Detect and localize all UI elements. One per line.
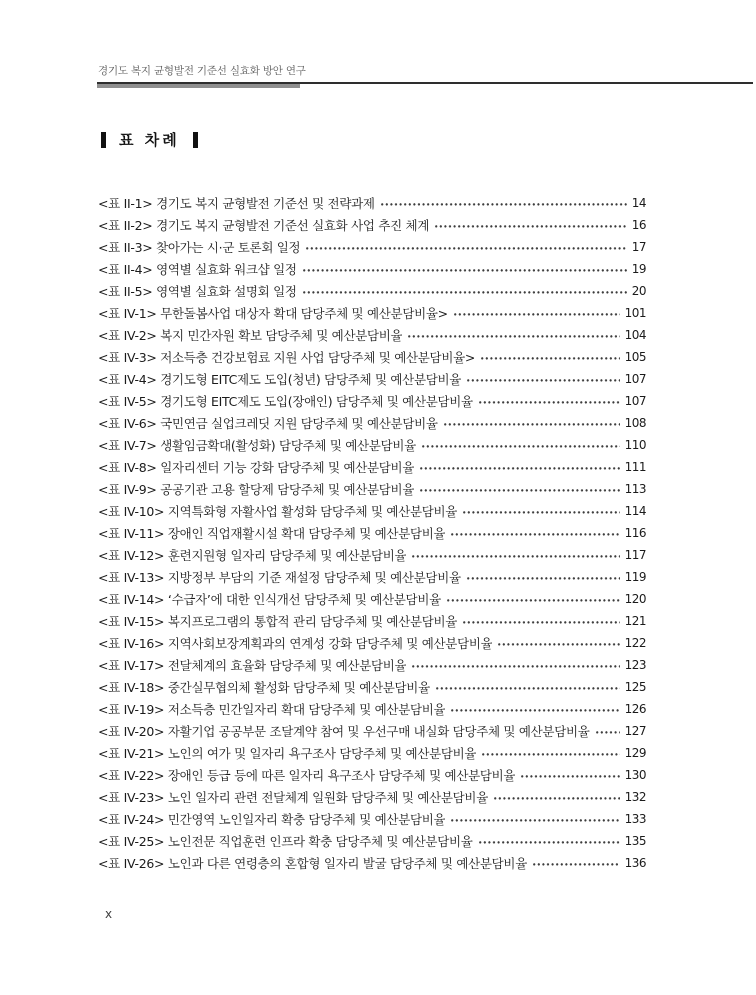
toc-list (98, 192, 646, 874)
toc-entry-label: <표 IV-12> 훈련지원형 일자리 담당주체 및 예산분담비율 (98, 548, 407, 563)
toc-entry (98, 280, 646, 302)
toc-entry (98, 566, 646, 588)
toc-entry (98, 412, 646, 434)
toc-entry-label: <표 II-1> 경기도 복지 균형발전 기준선 및 전략과제 (98, 196, 375, 211)
header-rule-accent (97, 84, 300, 88)
toc-entry (98, 764, 646, 786)
toc-entry-page: 127 (624, 724, 646, 738)
toc-entry-page: 114 (624, 504, 646, 518)
toc-entry-page: 110 (624, 438, 646, 452)
toc-entry-page: 132 (624, 790, 646, 804)
toc-entry-label: <표 IV-2> 복지 민간자원 확보 담당주체 및 예산분담비율 (98, 328, 403, 343)
toc-entry-label: <표 IV-9> 공공기관 고용 할당제 담당주체 및 예산분담비율 (98, 482, 415, 497)
toc-entry-label: <표 IV-8> 일자리센터 기능 강화 담당주체 및 예산분담비율 (98, 460, 415, 475)
dot-leader (521, 764, 619, 786)
toc-entry-page: 121 (624, 614, 646, 628)
dot-leader (451, 698, 619, 720)
dot-leader (479, 390, 620, 412)
toc-entry-page: 126 (624, 702, 646, 716)
toc-entry (98, 808, 646, 830)
toc-entry-page: 107 (624, 372, 646, 386)
dot-leader (408, 324, 619, 346)
dot-leader (381, 192, 627, 214)
page-number: x (105, 907, 113, 921)
toc-entry (98, 346, 646, 368)
toc-entry-label: <표 IV-24> 민간영역 노인일자리 확충 담당주체 및 예산분담비율 (98, 812, 446, 827)
dot-leader (420, 478, 619, 500)
toc-entry-page: 136 (624, 856, 646, 870)
toc-entry (98, 742, 646, 764)
dot-leader (412, 654, 619, 676)
dot-leader (479, 830, 620, 852)
toc-entry (98, 192, 646, 214)
section-title: 표 차례 (119, 131, 180, 149)
toc-entry-label: <표 II-4> 영역별 실효화 워크샵 일정 (98, 262, 297, 277)
toc-entry-page: 101 (624, 306, 646, 320)
toc-entry-page: 17 (631, 240, 646, 254)
toc-entry-label: <표 II-5> 영역별 실효화 설명회 일정 (98, 284, 297, 299)
toc-entry-label: <표 IV-26> 노인과 다른 연령층의 혼합형 일자리 발굴 담당주체 및 예산분담비율 (98, 856, 527, 871)
toc-entry-label: <표 IV-6> 국민연금 실업크레딧 지원 담당주체 및 예산분담비율 (98, 416, 438, 431)
dot-leader (467, 566, 620, 588)
dot-leader (454, 302, 620, 324)
toc-entry (98, 214, 646, 236)
toc-entry-page: 104 (624, 328, 646, 342)
toc-entry-label: <표 IV-10> 지역특화형 자활사업 활성화 담당주체 및 예산분담비율 (98, 504, 458, 519)
toc-entry-page: 107 (624, 394, 646, 408)
dot-leader (306, 236, 626, 258)
toc-entry (98, 522, 646, 544)
toc-entry-page: 130 (624, 768, 646, 782)
toc-entry-label: <표 IV-14> ‘수급자’에 대한 인식개선 담당주체 및 예산분담비율 (98, 592, 441, 607)
toc-entry (98, 720, 646, 742)
dot-leader (303, 280, 627, 302)
dot-leader (498, 632, 619, 654)
heading-left-bar-icon (101, 132, 106, 148)
section-heading (101, 129, 198, 150)
toc-entry-page: 105 (624, 350, 646, 364)
toc-entry-page: 119 (624, 570, 646, 584)
toc-entry-label: <표 IV-15> 복지프로그램의 통합적 관리 담당주체 및 예산분담비율 (98, 614, 458, 629)
toc-entry-page: 14 (631, 196, 646, 210)
toc-entry-label: <표 IV-19> 저소득층 민간일자리 확대 담당주체 및 예산분담비율 (98, 702, 446, 717)
toc-entry (98, 632, 646, 654)
toc-entry-page: 20 (631, 284, 646, 298)
dot-leader (435, 214, 627, 236)
toc-entry-label: <표 IV-17> 전달체계의 효율화 담당주체 및 예산분담비율 (98, 658, 407, 673)
toc-entry-page: 133 (624, 812, 646, 826)
toc-entry (98, 610, 646, 632)
dot-leader (494, 786, 620, 808)
dot-leader (481, 346, 620, 368)
toc-entry-page: 123 (624, 658, 646, 672)
toc-entry-page: 117 (624, 548, 646, 562)
toc-entry-label: <표 IV-18> 중간실무협의체 활성화 담당주체 및 예산분담비율 (98, 680, 430, 695)
toc-entry (98, 830, 646, 852)
toc-entry-page: 120 (624, 592, 646, 606)
dot-leader (451, 808, 619, 830)
toc-entry-label: <표 IV-20> 자활기업 공공부문 조달계약 참여 및 우선구매 내실화 담당주체 및 예산분담비율 (98, 724, 590, 739)
toc-entry (98, 456, 646, 478)
toc-entry-label: <표 IV-11> 장애인 직업재활시설 확대 담당주체 및 예산분담비율 (98, 526, 446, 541)
heading-right-bar-icon (193, 132, 198, 148)
toc-entry-page: 16 (631, 218, 646, 232)
dot-leader (596, 720, 620, 742)
dot-leader (467, 368, 620, 390)
dot-leader (422, 434, 620, 456)
dot-leader (533, 852, 620, 874)
toc-entry-page: 111 (624, 460, 646, 474)
toc-entry-label: <표 IV-5> 경기도형 EITC제도 도입(장애인) 담당주체 및 예산분담비율 (98, 394, 473, 409)
dot-leader (451, 522, 619, 544)
toc-entry-label: <표 IV-21> 노인의 여가 및 일자리 욕구조사 담당주체 및 예산분담비율 (98, 746, 477, 761)
toc-entry-label: <표 IV-1> 무한돌봄사업 대상자 확대 담당주체 및 예산분담비율> (98, 306, 448, 321)
dot-leader (420, 456, 619, 478)
dot-leader (463, 500, 620, 522)
toc-entry-page: 135 (624, 834, 646, 848)
toc-entry (98, 368, 646, 390)
toc-entry (98, 500, 646, 522)
toc-entry (98, 676, 646, 698)
toc-entry-page: 125 (624, 680, 646, 694)
toc-entry (98, 236, 646, 258)
toc-entry-label: <표 IV-16> 지역사회보장계획과의 연계성 강화 담당주체 및 예산분담비율 (98, 636, 493, 651)
toc-entry-page: 113 (624, 482, 646, 496)
toc-entry-page: 19 (631, 262, 646, 276)
toc-entry (98, 698, 646, 720)
toc-entry (98, 478, 646, 500)
toc-entry-label: <표 IV-22> 장애인 등급 등에 따른 일자리 욕구조사 담당주체 및 예산분담비율 (98, 768, 516, 783)
toc-entry (98, 434, 646, 456)
toc-entry-label: <표 IV-13> 지방정부 부담의 기준 재설정 담당주체 및 예산분담비율 (98, 570, 461, 585)
dot-leader (444, 412, 620, 434)
toc-entry-page: 129 (624, 746, 646, 760)
toc-entry (98, 324, 646, 346)
toc-entry-page: 122 (624, 636, 646, 650)
toc-entry-label: <표 IV-23> 노인 일자리 관련 전달체계 일원화 담당주체 및 예산분담비율 (98, 790, 488, 805)
toc-entry (98, 588, 646, 610)
toc-entry-label: <표 IV-25> 노인전문 직업훈련 인프라 확충 담당주체 및 예산분담비율 (98, 834, 473, 849)
dot-leader (482, 742, 619, 764)
dot-leader (412, 544, 619, 566)
dot-leader (447, 588, 620, 610)
toc-entry-label: <표 II-3> 찾아가는 시·군 토론회 일정 (98, 240, 301, 255)
toc-entry (98, 654, 646, 676)
toc-entry-page: 116 (624, 526, 646, 540)
dot-leader (463, 610, 620, 632)
toc-entry-label: <표 IV-4> 경기도형 EITC제도 도입(청년) 담당주체 및 예산분담비율 (98, 372, 462, 387)
toc-entry-label: <표 IV-7> 생활임금확대(활성화) 담당주체 및 예산분담비율 (98, 438, 416, 453)
dot-leader (436, 676, 620, 698)
toc-entry-label: <표 II-2> 경기도 복지 균형발전 기준선 실효화 사업 추진 체계 (98, 218, 430, 233)
toc-entry-label: <표 IV-3> 저소득층 건강보험료 지원 사업 담당주체 및 예산분담비율> (98, 350, 476, 365)
dot-leader (303, 258, 627, 280)
toc-entry (98, 390, 646, 412)
toc-entry (98, 302, 646, 324)
toc-entry (98, 544, 646, 566)
toc-entry (98, 786, 646, 808)
toc-entry-page: 108 (624, 416, 646, 430)
running-title: 경기도 복지 균형발전 기준선 실효화 방안 연구 (98, 65, 306, 77)
toc-entry (98, 258, 646, 280)
toc-entry (98, 852, 646, 874)
